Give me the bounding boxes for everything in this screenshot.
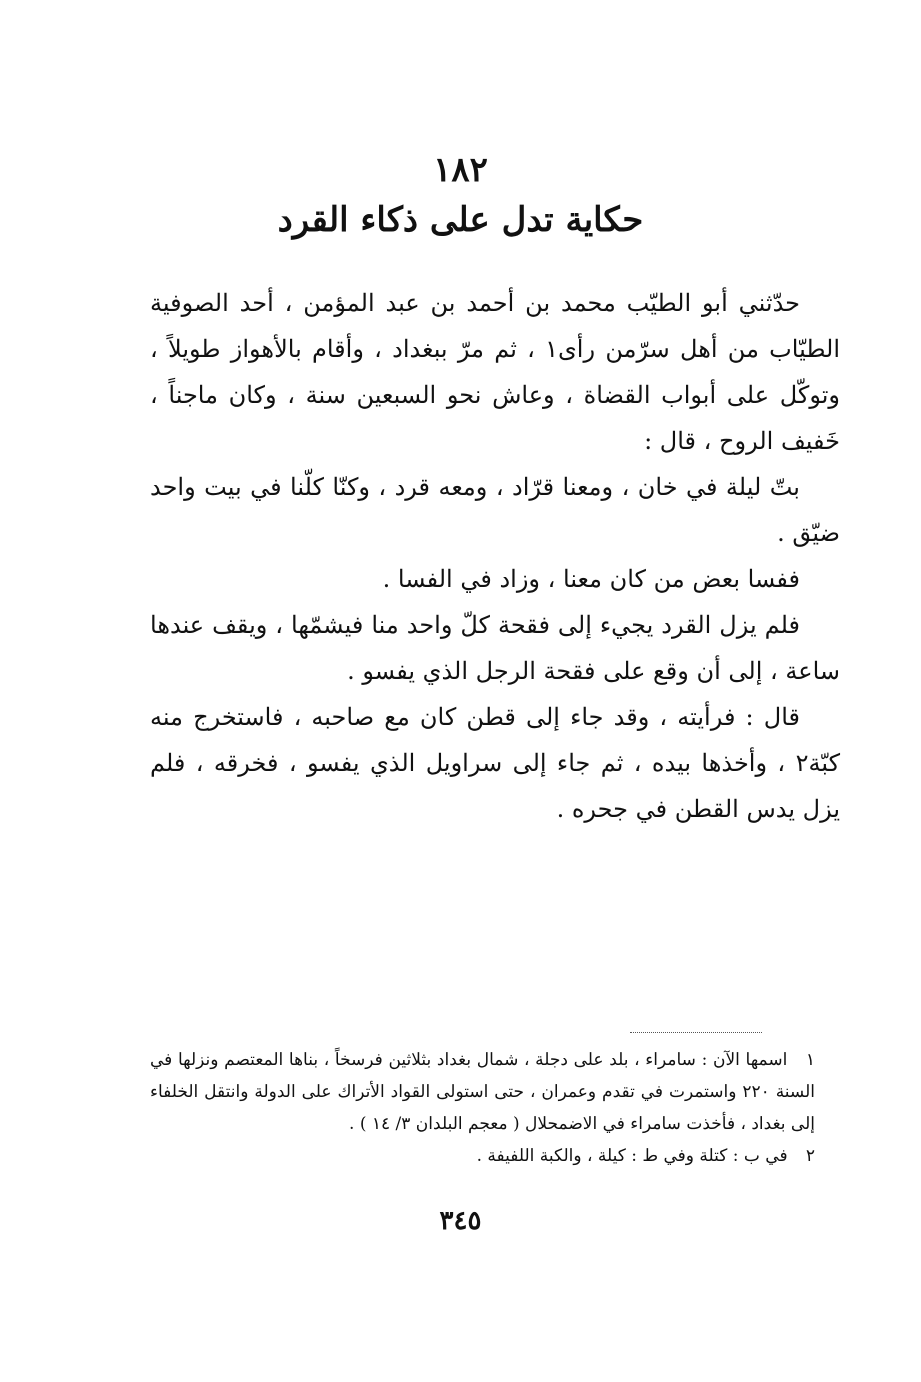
footnote — [150, 1140, 815, 1172]
page-number: ٣٤٥ — [439, 1206, 482, 1236]
paragraph: ففسا بعض من كان معنا ، وزاد في الفسا . — [382, 565, 800, 593]
paragraph: فلم يزل القرد يجيء إلى فقحة كلّ واحد منا فيشمّها ، ويقف عندها ساعة ، إلى أن وقع على فقحة الرجل الذي يفسو . — [150, 611, 840, 685]
paragraph: قال : فرأيته ، وقد جاء إلى قطن كان مع صاحبه ، فاستخرج منه كبّة٢ ، وأخذها بيده ، ثم جاء إلى سراويل الذي يفسو ، فخرقه ، فلم يزل يدس القطن في جحره . — [150, 703, 840, 823]
paragraph: بتّ ليلة في خان ، ومعنا قرّاد ، ومعه قرد ، وكنّا كلّنا في بيت واحد ضيّق . — [150, 473, 840, 547]
body-text — [150, 280, 840, 832]
section-title: حكاية تدل على ذكاء القرد — [277, 200, 644, 240]
footnote-separator — [630, 1032, 762, 1033]
paragraph: حدّثني أبو الطيّب محمد بن أحمد بن عبد المؤمن ، أحد الصوفية الطيّاب من أهل سرّمن رأى١ ، ثم مرّ ببغداد ، وأقام بالأهواز طويلاً ، وتوكّل على أبواب القضاة ، وعاش نحو السبعين سنة ، وكان ماجناً ، خَفيف الروح ، قال : — [150, 289, 840, 455]
footnotes — [150, 1044, 815, 1172]
footnote-number: ١ — [805, 1050, 815, 1070]
footnote — [150, 1044, 815, 1140]
section-number: ١٨٢ — [433, 150, 488, 190]
footnote-text: اسمها الآن : سامراء ، بلد على دجلة ، شمال بغداد بثلاثين فرسخاً ، بناها المعتصم ونزلها في السنة ٢٢٠ واستمرت في تقدم وعمران ، حتى استولى القواد الأتراك على الدولة وانتقل الخلفاء إلى بغداد ، فأخذت سامراء في الاضمحلال ( معجم البلدان ٣/ ١٤ ) . — [150, 1050, 816, 1134]
footnote-number: ٢ — [805, 1146, 815, 1166]
footnote-text: في ب : كتلة وفي ط : كيلة ، والكبة اللفيفة . — [476, 1146, 788, 1166]
